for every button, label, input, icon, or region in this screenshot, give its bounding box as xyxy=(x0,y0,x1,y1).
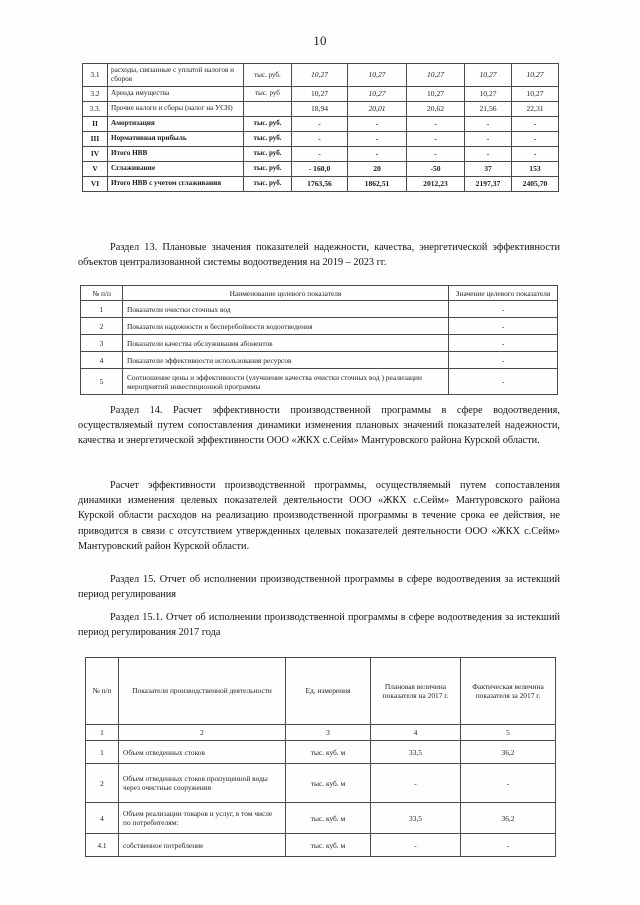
table-row xyxy=(86,834,556,857)
table-row xyxy=(83,176,559,191)
column-header-index: № п/п xyxy=(86,658,119,725)
table-row xyxy=(83,131,559,146)
row-label: Нормативная прибыль xyxy=(108,131,244,146)
row-unit: тыс. руб. xyxy=(244,146,292,161)
row-label: Аренда имущества xyxy=(108,86,244,101)
row-value: - xyxy=(449,301,558,318)
section-13-heading-text: Раздел 13. Плановые значения показателей надежности, качества, энергетической эффективности объектов централизованной системы водоотведения на 2019 – 2023 гг. xyxy=(78,242,560,269)
row-value: 20,62 xyxy=(407,101,465,116)
row-label: Итого НВВ xyxy=(108,146,244,161)
row-value: - xyxy=(292,146,348,161)
table-header-row xyxy=(81,286,558,301)
row-plan-value: - xyxy=(371,834,461,857)
section-14-paragraph-1 xyxy=(78,403,560,449)
row-label: Показатели очистки сточных вод xyxy=(123,301,449,318)
column-number: 1 xyxy=(86,725,119,741)
row-value: - xyxy=(449,335,558,352)
row-fact-value: 36,2 xyxy=(461,741,556,764)
target-indicators-table xyxy=(80,285,558,395)
row-value: 10,27 xyxy=(512,86,559,101)
row-fact-value: 36,2 xyxy=(461,803,556,834)
row-value: 2197,37 xyxy=(465,176,512,191)
row-label: Амортизация xyxy=(108,116,244,131)
row-value: 18,94 xyxy=(292,101,348,116)
row-value: 2405,70 xyxy=(512,176,559,191)
row-index: 2 xyxy=(81,318,123,335)
section-15-1-heading-text: Раздел 15.1. Отчет об исполнении производственной программы в сфере водоотведения за истекший период регулирования 2017 года xyxy=(78,612,560,639)
column-header-name: Наименование целевого показателя xyxy=(123,286,449,301)
row-value: 2012,23 xyxy=(407,176,465,191)
section-15-1-heading xyxy=(78,610,560,640)
row-value: - xyxy=(407,131,465,146)
row-index: V xyxy=(83,161,108,176)
table-column-number-row xyxy=(86,725,556,741)
column-header-unit: Ед. измерения xyxy=(286,658,371,725)
table-row xyxy=(83,161,559,176)
section-14-paragraph-2-text: Расчет эффективности производственной программы, осуществляемый путем сопоставления динамики изменения целевых показателей деятельности ООО «ЖКХ с.Сейм» Мантуровского района Курской области расходов на реализацию производственной программы в течение срока ее действия, не приводится в связи с отсутствием утвержденных целевых показателей деятельности ООО «ЖКХ с.Сейм» Мантуровский район Курской области. xyxy=(78,480,560,552)
section-14-paragraph-2 xyxy=(78,478,560,554)
row-value: - xyxy=(512,146,559,161)
row-value: - xyxy=(449,352,558,369)
row-value: - xyxy=(465,116,512,131)
row-index: III xyxy=(83,131,108,146)
row-label: Сглаживание xyxy=(108,161,244,176)
row-value: - xyxy=(449,318,558,335)
row-index: 1 xyxy=(86,741,119,764)
column-number: 4 xyxy=(371,725,461,741)
section-15-heading xyxy=(78,572,560,602)
row-label: Показатели качества обслуживания абонентов xyxy=(123,335,449,352)
table-row xyxy=(83,116,559,131)
column-header-activity: Показатели производственной деятельности xyxy=(119,658,286,725)
page-number: 10 xyxy=(313,33,327,48)
column-header-value: Значение целевого показателя xyxy=(449,286,558,301)
row-value: - xyxy=(292,131,348,146)
table-row xyxy=(81,369,558,395)
row-label: собственное потребление xyxy=(119,834,286,857)
row-value: 10,27 xyxy=(348,86,407,101)
row-index: 4.1 xyxy=(86,834,119,857)
row-value: - xyxy=(407,116,465,131)
section-14-paragraph-1-text: Раздел 14. Расчет эффективности производственной программы в сфере водоотведения, осуществляемый путем сопоставления динамики изменения плановых значений показателей надежности, качества и энергетической эффективности ООО «ЖКХ с.Сейм» Мантуровского района Курской области. xyxy=(78,405,560,447)
row-unit: тыс. руб. xyxy=(244,131,292,146)
table-row xyxy=(81,335,558,352)
row-value: 10,27 xyxy=(407,86,465,101)
row-value: - xyxy=(512,116,559,131)
table-row xyxy=(83,146,559,161)
row-plan-value: - xyxy=(371,764,461,803)
row-fact-value: - xyxy=(461,764,556,803)
section-13-heading xyxy=(78,240,560,270)
table-row xyxy=(86,803,556,834)
row-index: II xyxy=(83,116,108,131)
row-label: Показатели эффективности использования ресурсов xyxy=(123,352,449,369)
row-index: 5 xyxy=(81,369,123,395)
column-number: 3 xyxy=(286,725,371,741)
row-unit: тыс. руб. xyxy=(244,116,292,131)
row-label: Итого НВВ с учетом сглаживания xyxy=(108,176,244,191)
table-row xyxy=(86,764,556,803)
row-value: - xyxy=(292,116,348,131)
table-row xyxy=(81,301,558,318)
row-unit: тыс. куб. м xyxy=(286,764,371,803)
row-unit: тыс. куб. м xyxy=(286,803,371,834)
row-index: 3 xyxy=(81,335,123,352)
row-index: 3.1 xyxy=(83,64,108,87)
row-value: 20,01 xyxy=(348,101,407,116)
row-value: - xyxy=(449,369,558,395)
row-unit xyxy=(244,101,292,116)
table-row xyxy=(81,318,558,335)
row-index: 3.3. xyxy=(83,101,108,116)
table-row xyxy=(86,741,556,764)
row-index: 1 xyxy=(81,301,123,318)
row-unit: тыс. руб. xyxy=(244,64,292,87)
column-number: 2 xyxy=(119,725,286,741)
row-value: 153 xyxy=(512,161,559,176)
nvv-continuation-table xyxy=(82,63,559,192)
row-label: Прочие налоги и сборы (налог на УСН) xyxy=(108,101,244,116)
row-value: - xyxy=(465,131,512,146)
row-value: - 160,0 xyxy=(292,161,348,176)
row-index: VI xyxy=(83,176,108,191)
row-label: Соотношение цены и эффективности (улучшение качества очистки сточных вод ) реализации мероприятий инвестиционной программы xyxy=(123,369,449,395)
row-value: 20 xyxy=(348,161,407,176)
row-value: 10,27 xyxy=(512,64,559,87)
row-plan-value: 33,5 xyxy=(371,803,461,834)
row-index: 4 xyxy=(81,352,123,369)
row-label: расходы, связанные с уплатой налогов и сборов xyxy=(108,64,244,87)
section-15-heading-text: Раздел 15. Отчет об исполнении производственной программы в сфере водоотведения за истекший период регулирования xyxy=(78,574,560,601)
row-value: 10,27 xyxy=(465,64,512,87)
table-row xyxy=(83,64,559,87)
table-row xyxy=(83,101,559,116)
row-value: 10,27 xyxy=(292,86,348,101)
row-value: 37 xyxy=(465,161,512,176)
row-value: 21,56 xyxy=(465,101,512,116)
row-unit: тыс. руб. xyxy=(244,176,292,191)
table-row xyxy=(83,86,559,101)
row-value: - xyxy=(348,146,407,161)
table-header-row xyxy=(86,658,556,725)
row-index: 2 xyxy=(86,764,119,803)
row-value: 1763,56 xyxy=(292,176,348,191)
row-value: 10,27 xyxy=(292,64,348,87)
row-value: - xyxy=(512,131,559,146)
row-value: 22,31 xyxy=(512,101,559,116)
row-value: - xyxy=(348,116,407,131)
row-label: Показатели надежности и бесперебойности водоотведения xyxy=(123,318,449,335)
row-unit: тыс. куб. м xyxy=(286,741,371,764)
column-header-plan: Плановая величина показателя на 2017 г. xyxy=(371,658,461,725)
row-unit: тыс. куб. м xyxy=(286,834,371,857)
column-header-index: № п/п xyxy=(81,286,123,301)
row-plan-value: 33,5 xyxy=(371,741,461,764)
table-row xyxy=(81,352,558,369)
row-value: - xyxy=(348,131,407,146)
row-unit: тыс. руб. xyxy=(244,161,292,176)
row-value: 10,27 xyxy=(407,64,465,87)
row-index: 3.2 xyxy=(83,86,108,101)
row-label: Объем реализации товаров и услуг, в том числе по потребителям: xyxy=(119,803,286,834)
column-number: 5 xyxy=(461,725,556,741)
row-label: Объем отведенных стоков xyxy=(119,741,286,764)
row-value: - xyxy=(465,146,512,161)
row-index: IV xyxy=(83,146,108,161)
row-value: -50 xyxy=(407,161,465,176)
report-execution-table xyxy=(85,657,556,857)
row-unit: тыс. руб xyxy=(244,86,292,101)
row-fact-value: - xyxy=(461,834,556,857)
column-header-fact: Фактическая величина показателя за 2017 г. xyxy=(461,658,556,725)
row-index: 4 xyxy=(86,803,119,834)
row-value: 1862,51 xyxy=(348,176,407,191)
row-value: 10,27 xyxy=(465,86,512,101)
row-value: 10,27 xyxy=(348,64,407,87)
row-value: - xyxy=(407,146,465,161)
row-label: Объем отведенных стоков пропущенной воды через очистные сооружения xyxy=(119,764,286,803)
